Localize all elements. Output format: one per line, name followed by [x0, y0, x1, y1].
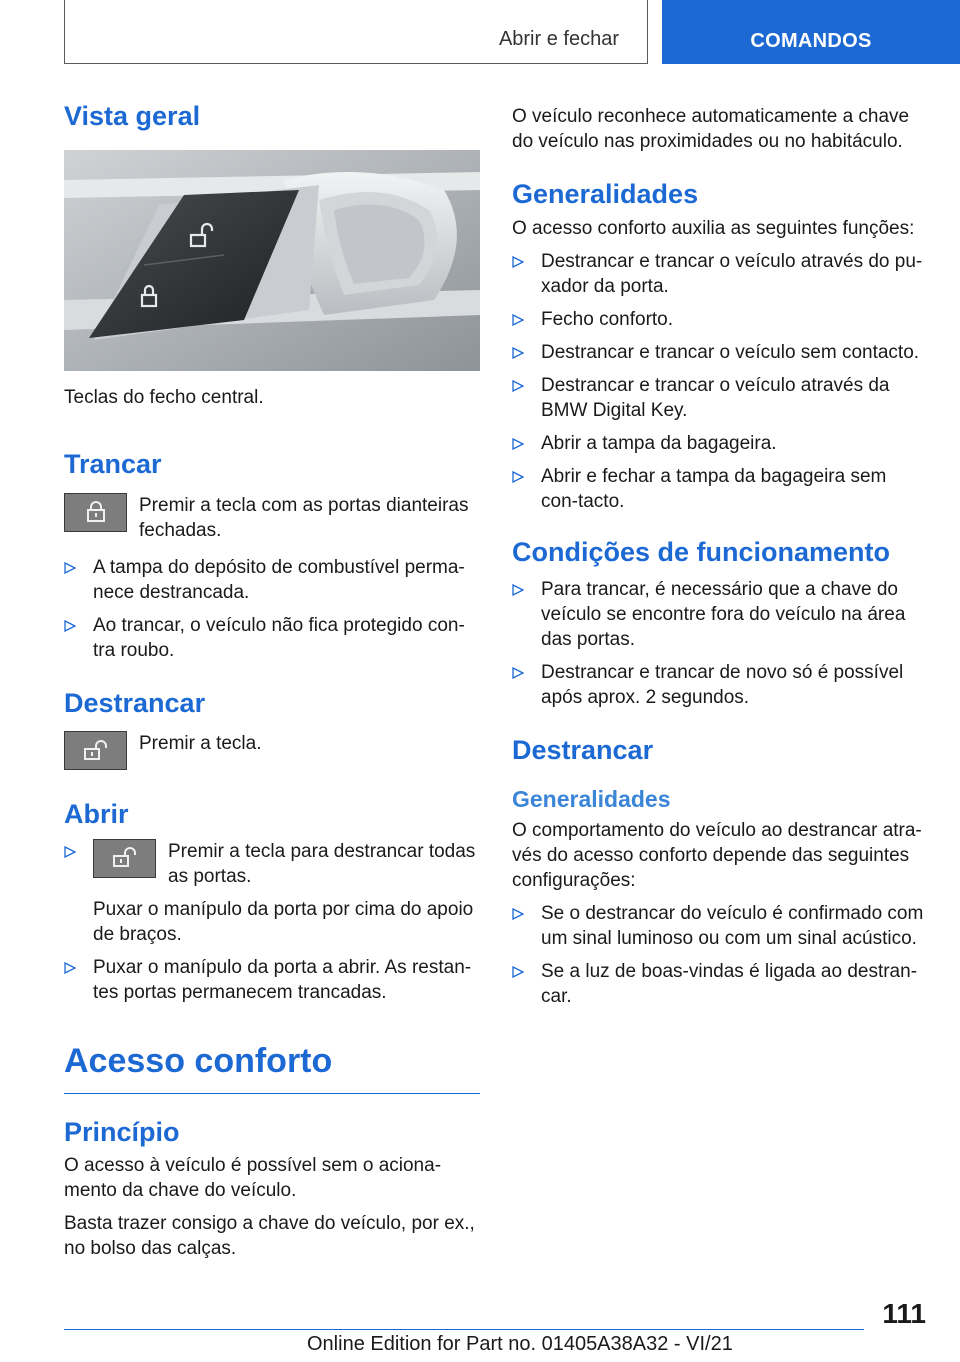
lock-instruction: Premir a tecla com as portas dianteiras fechadas.	[139, 494, 469, 541]
general-item-text: Destrancar e trancar o veículo através da BMW Digital Key.	[541, 375, 890, 422]
open-steps-list	[64, 839, 480, 1005]
triangle-right-outline-icon	[512, 438, 524, 450]
list-item	[64, 555, 480, 605]
triangle-right-outline-icon	[512, 256, 524, 268]
unlock-key-icon	[93, 839, 156, 878]
general-item-text: Abrir e fechar a tampa da bagageira sem con-tacto.	[541, 466, 887, 513]
open-heading: Abrir	[64, 799, 129, 830]
lock-key-row	[64, 493, 480, 543]
header-chapter-tab	[662, 0, 960, 64]
open-step-more: Puxar o manípulo da porta por cima do apoio de braços.	[93, 898, 474, 945]
triangle-right-outline-icon	[512, 347, 524, 359]
conditions-list	[512, 577, 927, 710]
lock-note-text: Ao trancar, o veículo não fica protegido con-tra roubo.	[93, 614, 465, 661]
lock-notes-list	[64, 555, 480, 663]
triangle-right-outline-icon	[512, 380, 524, 392]
unlock-list	[512, 901, 927, 1009]
list-item	[512, 373, 927, 423]
unlock-item-text: Se a luz de boas-vindas é ligada ao destran-car.	[541, 960, 918, 1007]
header-chapter-label: COMANDOS	[750, 30, 872, 52]
lock-icon	[85, 501, 107, 523]
conditions-heading: Condições de funcionamento	[512, 537, 891, 568]
lock-note-text: A tampa do depósito de combustível perma-nece destrancada.	[93, 556, 465, 603]
principle-paragraph: O acesso à veículo é possível sem o aciona-mento da chave do veículo.	[64, 1154, 442, 1201]
general-item-text: Destrancar e trancar o veículo através do pu-xador da porta.	[541, 251, 923, 298]
triangle-right-outline-icon	[64, 846, 76, 858]
triangle-right-outline-icon	[512, 471, 524, 483]
right-column	[512, 104, 927, 1009]
triangle-right-outline-icon	[64, 620, 76, 632]
header-section-title: Abrir e fechar	[498, 28, 619, 50]
unlock-icon	[83, 740, 109, 762]
list-item	[64, 839, 480, 947]
list-item	[512, 307, 927, 332]
general-item-text: Fecho conforto.	[541, 309, 674, 331]
list-item	[64, 955, 480, 1005]
list-item	[512, 249, 927, 299]
list-item	[512, 959, 927, 1009]
general-item-text: Abrir a tampa da bagageira.	[541, 433, 777, 455]
heading-rule	[64, 1093, 480, 1094]
overview-heading: Vista geral	[64, 101, 201, 131]
list-item	[512, 660, 927, 710]
unlock-paragraph: O comportamento do veículo ao destrancar atra-vés do acesso conforto depende das seguintes configurações:	[512, 819, 922, 891]
unlock-item-text: Se o destrancar do veículo é confirmado com um sinal luminoso ou com um sinal acústico.	[541, 902, 924, 949]
unlock-icon	[112, 847, 138, 869]
triangle-right-outline-icon	[64, 962, 76, 974]
principle-paragraph: Basta trazer consigo a chave do veículo, por ex., no bolso das calças.	[64, 1212, 475, 1259]
left-column	[64, 100, 480, 1261]
page-number: 111	[882, 1298, 926, 1329]
general-heading: Generalidades	[512, 179, 699, 209]
list-item	[512, 431, 927, 456]
lock-key-icon	[64, 493, 127, 532]
lock-heading: Trancar	[64, 449, 162, 480]
unlock-instruction: Premir a tecla.	[139, 733, 262, 755]
conditions-item-text: Para trancar, é necessário que a chave do veículo se encontre fora do veículo na área das portas.	[541, 578, 906, 650]
principle-heading: Princípio	[64, 1117, 180, 1148]
image-caption: Teclas do fecho central.	[64, 387, 264, 409]
intro-paragraph: O veículo reconhece automaticamente a chave do veículo nas proximidades ou no habitáculo.	[512, 106, 910, 152]
list-item	[512, 901, 927, 951]
triangle-right-outline-icon	[512, 667, 524, 679]
open-step-text: Puxar o manípulo da porta a abrir. As restan-tes portas permanecem trancadas.	[93, 956, 472, 1003]
general-item-text: Destrancar e trancar o veículo sem contacto.	[541, 342, 920, 364]
comfort-access-heading: Acesso conforto	[64, 1041, 333, 1080]
footer-rule	[64, 1329, 864, 1330]
general-list	[512, 249, 927, 514]
unlock-key-icon	[64, 731, 127, 770]
list-item	[512, 464, 927, 514]
unlock-key-row	[64, 731, 480, 770]
general-intro: O acesso conforto auxilia as seguintes funções:	[512, 218, 915, 240]
unlock-subheading: Generalidades	[512, 786, 671, 813]
triangle-right-outline-icon	[64, 562, 76, 574]
unlock-heading-right: Destrancar	[512, 734, 654, 765]
list-item	[512, 577, 927, 652]
conditions-item-text: Destrancar e trancar de novo só é possível após aprox. 2 segundos.	[541, 661, 904, 708]
triangle-right-outline-icon	[512, 966, 524, 978]
unlock-heading: Destrancar	[64, 687, 206, 718]
edition-note: Online Edition for Part no. 01405A38A32 - VI/21	[307, 1333, 733, 1355]
list-item	[64, 613, 480, 663]
triangle-right-outline-icon	[512, 314, 524, 326]
central-locking-photo	[64, 150, 480, 371]
open-step-text: Premir a tecla para destrancar todas as portas.	[168, 840, 476, 887]
header-section-box	[64, 0, 648, 64]
triangle-right-outline-icon	[512, 908, 524, 920]
list-item	[512, 340, 927, 365]
triangle-right-outline-icon	[512, 584, 524, 596]
